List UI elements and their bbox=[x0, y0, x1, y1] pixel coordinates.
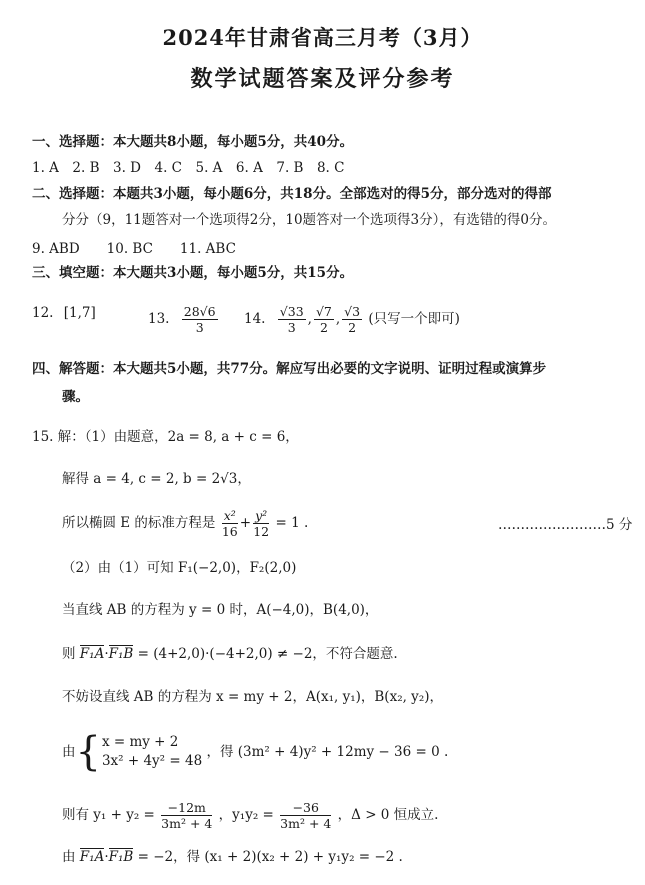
q15-fx-numerator: x² bbox=[223, 508, 236, 523]
q13-denominator: 3 bbox=[195, 320, 204, 335]
q15-fraction-y bbox=[253, 508, 269, 539]
vector-f1a-2: F₁A bbox=[79, 849, 105, 865]
q14-fraction-a bbox=[278, 304, 306, 335]
system-eq2: 3x² + 4y² = 48 bbox=[101, 753, 203, 769]
q15-line2: 解得 a = 4, c = 2, b = 2√3， bbox=[62, 471, 251, 487]
section3-heading: 三、填空题：本大题共3小题，每小题5分，共15分。 bbox=[32, 265, 354, 281]
q13-numerator: 28√6 bbox=[183, 304, 216, 319]
system-eq1: x = my + 2 bbox=[101, 734, 179, 750]
q15-line10-pre: 由 bbox=[62, 849, 76, 865]
equation-system bbox=[102, 733, 202, 771]
section4-heading-line2: 骤。 bbox=[62, 389, 89, 405]
page-title: 2024年甘肃省高三月考（3月） bbox=[162, 25, 483, 50]
section2-answers: 9. ABD 10. BC 11. ABC bbox=[32, 241, 236, 257]
q15-fx-denominator: 16 bbox=[221, 524, 238, 539]
q15-line4: （2）由（1）可知 F₁(−2,0)，F₂(2,0) bbox=[62, 560, 297, 576]
q13-label: 13. bbox=[148, 311, 170, 327]
q13-answer-line bbox=[148, 304, 220, 335]
q15-line9-mid: ，y₁y₂ = bbox=[218, 807, 274, 823]
q14-note: (只写一个即可) bbox=[368, 311, 460, 327]
q15-line7: 不妨设直线 AB 的方程为 x = my + 2，A(x₁, y₁)，B(x₂, y₂)， bbox=[62, 689, 443, 705]
q14-fraction-c bbox=[342, 304, 362, 335]
q13-fraction bbox=[182, 304, 218, 335]
q14-c-numerator: √3 bbox=[344, 304, 361, 319]
product-denominator: 3m² + 4 bbox=[280, 816, 332, 831]
q14-a-denominator: 3 bbox=[287, 320, 296, 335]
q15-line10-rest: = −2，得 (x₁ + 2)(x₂ + 2) + y₁y₂ = −2 . bbox=[137, 849, 403, 865]
q14-answer-line: 14. $\frac{√33}{3}$ , $\frac{√7}{2}$ , $\frac{√3}{2}$ (只写一个即可) bbox=[244, 304, 460, 335]
dot-operator: · bbox=[104, 646, 109, 662]
page-subtitle: 数学试题答案及评分参考 bbox=[190, 66, 455, 92]
q14-fraction-b bbox=[314, 304, 334, 335]
q15-line6 bbox=[62, 645, 398, 663]
q12-answer: [1,7] bbox=[63, 305, 96, 321]
q15-line5: 当直线 AB 的方程为 y = 0 时，A(−4,0)，B(4,0)， bbox=[62, 602, 379, 618]
q15-line10 bbox=[62, 848, 403, 866]
vector-f1a: F₁A bbox=[79, 646, 105, 662]
q15-sum-fraction bbox=[161, 800, 212, 831]
q15-fraction-x bbox=[222, 508, 238, 539]
section1-answers: 1. A 2. B 3. D 4. C 5. A 6. A 7. B 8. C bbox=[32, 160, 345, 176]
section2-heading-line2: 分分（9，11题答对一个选项得2分，10题答对一个选项得3分），有选错的得0分。 bbox=[62, 212, 556, 228]
q15-fy-numerator: y² bbox=[255, 508, 268, 523]
q14-c-denominator: 2 bbox=[348, 320, 357, 335]
q15-fy-denominator: 12 bbox=[253, 524, 270, 539]
section1-heading: 一、选择题：本大题共8小题，每小题5分，共40分。 bbox=[32, 134, 354, 150]
q15-score-5: ……………………5 分 bbox=[498, 517, 633, 533]
system-brace: { bbox=[75, 729, 101, 775]
product-numerator: −36 bbox=[280, 800, 331, 816]
q15-line3-text: 所以椭圆 E 的标准方程是 bbox=[62, 515, 216, 531]
q14-a-numerator: √33 bbox=[279, 304, 304, 319]
q15-line6-pre: 则 bbox=[62, 646, 76, 662]
q15-line9-end: ，Δ > 0 恒成立. bbox=[337, 807, 439, 823]
q15-line3-end: = 1 . bbox=[275, 515, 309, 531]
q12-answer-line bbox=[32, 304, 96, 322]
q15-line3: 所以椭圆 E 的标准方程是 $\frac{\text{x²}}{16}$ + $\frac{\text{y²}}{12}$ = 1 . bbox=[62, 508, 309, 539]
q12-label: 12. bbox=[32, 305, 54, 321]
q15-line8-pre: 由 bbox=[62, 744, 76, 760]
section4-heading-line1: 四、解答题：本大题共5小题，共77分。解应写出必要的文字说明、证明过程或演算步 bbox=[32, 361, 547, 377]
q15-line6-rest: = (4+2,0)·(−4+2,0) ≠ −2，不符合题意. bbox=[137, 646, 398, 662]
q15-product-fraction bbox=[280, 800, 331, 831]
q14-b-denominator: 2 bbox=[319, 320, 328, 335]
q14-b-numerator: √7 bbox=[315, 304, 332, 319]
sum-numerator: −12m bbox=[161, 800, 212, 816]
q15-line8 bbox=[62, 729, 449, 775]
sum-denominator: 3m² + 4 bbox=[161, 816, 213, 831]
vector-f1b-2: F₁B bbox=[108, 849, 134, 865]
vector-f1b: F₁B bbox=[108, 646, 134, 662]
dot-operator-2: · bbox=[104, 849, 109, 865]
q15-line1: 15. 解：（1）由题意，2a = 8, a + c = 6， bbox=[32, 429, 299, 445]
q15-line9-pre: 则有 y₁ + y₂ = bbox=[62, 807, 155, 823]
section2-heading-line1: 二、选择题：本题共3小题，每小题6分，共18分。全部选对的得5分，部分选对的得部 bbox=[32, 186, 552, 202]
q15-line8-rest: ，得 (3m² + 4)y² + 12my − 36 = 0 . bbox=[206, 744, 449, 760]
q14-label: 14. bbox=[244, 311, 266, 327]
q15-line9 bbox=[62, 800, 438, 831]
